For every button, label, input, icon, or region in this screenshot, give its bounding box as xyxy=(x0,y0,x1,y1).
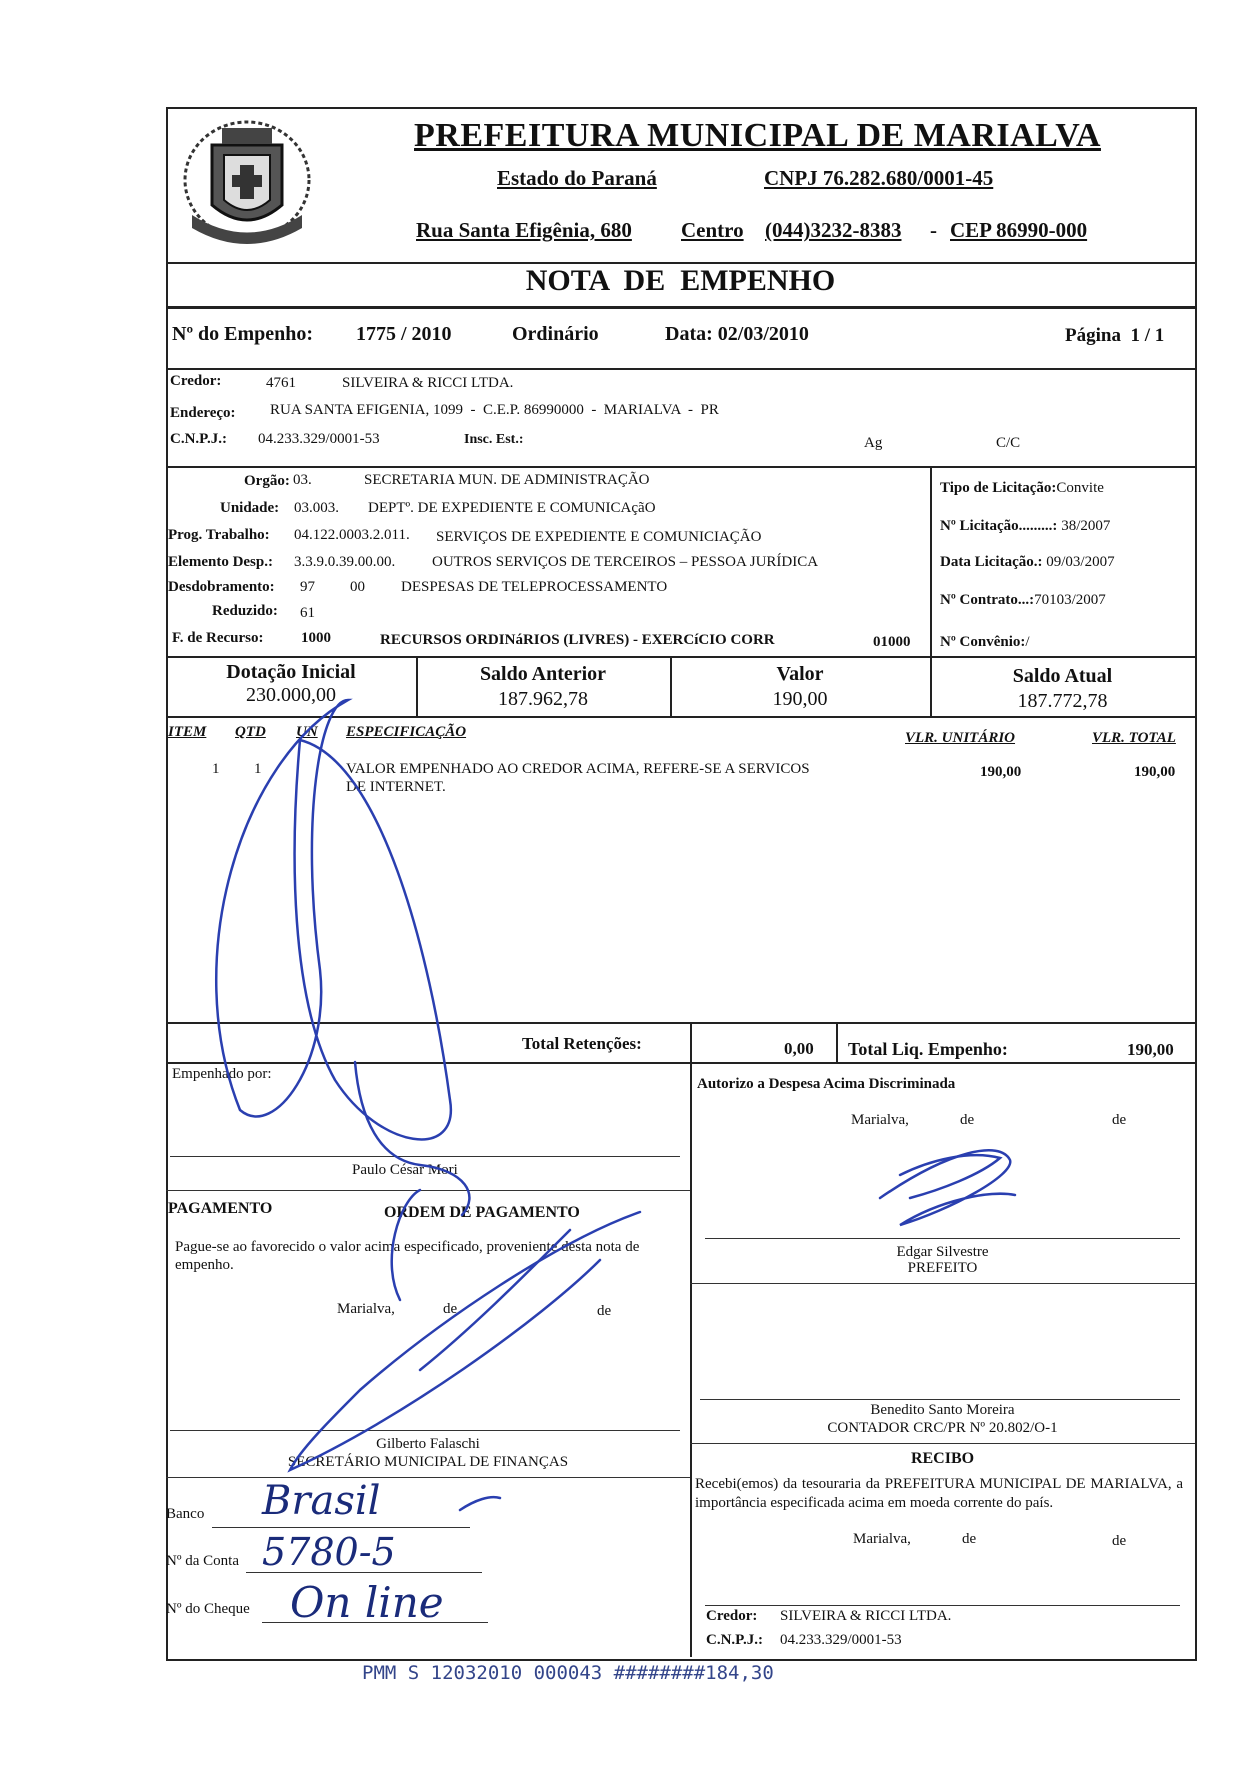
recurso-label: F. de Recurso: xyxy=(172,630,264,646)
banco-handwritten: Brasil xyxy=(262,1478,381,1524)
col-qtd: QTD xyxy=(235,724,266,740)
empenho-type: Ordinário xyxy=(512,323,599,345)
autorizo-de2: de xyxy=(1112,1112,1127,1128)
data-licitacao-value: 09/03/2007 xyxy=(1046,554,1115,570)
saldo-atual-label: Saldo Atual xyxy=(1012,665,1113,687)
liquido-label: Total Liq. Empenho: xyxy=(848,1039,1008,1059)
valor-label: Valor xyxy=(776,663,824,685)
reduzido-label: Reduzido: xyxy=(212,603,278,619)
page-title: PREFEITURA MUNICIPAL DE MARIALVA xyxy=(414,117,1101,154)
item-unit-value: 190,00 xyxy=(980,764,1022,780)
item-description-line2: DE INTERNET. xyxy=(346,779,446,795)
reduzido-value: 61 xyxy=(300,605,315,621)
contador-role: CONTADOR CRC/PR Nº 20.802/O-1 xyxy=(827,1420,1058,1436)
cnpj-label: CNPJ 76.282.680/0001-45 xyxy=(764,166,994,190)
liquido-value: 190,00 xyxy=(1127,1040,1174,1059)
col-especificacao: ESPECIFICAÇÃO xyxy=(346,724,467,740)
agency-label: Ag xyxy=(864,435,883,451)
contrato xyxy=(940,592,1106,609)
separator-dash: - xyxy=(930,218,937,242)
col-item: ITEM xyxy=(168,724,207,740)
credor-name: SILVEIRA & RICCI LTDA. xyxy=(342,375,514,391)
prog-trabalho-name: SERVIÇOS DE EXPEDIENTE E COMUNICIAÇÃO xyxy=(436,529,762,545)
empenho-number-label: Nº do Empenho: xyxy=(172,323,314,345)
recibo-city: Marialva, xyxy=(853,1531,911,1547)
dotacao-label: Dotação Inicial xyxy=(226,661,356,683)
tipo-licitacao xyxy=(940,480,1104,497)
prog-trabalho-label: Prog. Trabalho: xyxy=(168,527,270,543)
retencoes-value: 0,00 xyxy=(784,1039,814,1058)
data-licitacao xyxy=(940,554,1115,571)
empenho-date: Data: 02/03/2010 xyxy=(665,323,809,345)
desdobramento-name: DESPESAS DE TELEPROCESSAMENTO xyxy=(401,579,668,595)
conta-label: Nº da Conta xyxy=(166,1553,239,1569)
item-qtd: 1 xyxy=(254,761,262,777)
district-label: Centro xyxy=(681,218,744,242)
recibo-cnpj-label: C.N.P.J.: xyxy=(706,1632,763,1648)
pagamento-de1: de xyxy=(443,1301,458,1317)
orgao-code: 03. xyxy=(293,472,312,488)
unidade-name: DEPTº. DE EXPEDIENTE E COMUNICAçãO xyxy=(368,500,656,516)
convenio-value: / xyxy=(1025,634,1030,650)
item-total-value: 190,00 xyxy=(1134,764,1176,780)
state-label: Estado do Paraná xyxy=(497,166,657,190)
retencoes-label: Total Retenções: xyxy=(522,1034,642,1053)
saldo-anterior-label: Saldo Anterior xyxy=(479,663,607,685)
pagamento-text: Pague-se ao favorecido o valor acima especificado, proveniente desta nota de empenho. xyxy=(175,1239,640,1273)
recibo-de2: de xyxy=(1112,1533,1127,1549)
saldo-atual-value: 187.772,78 xyxy=(1017,690,1108,712)
credor-label: Credor: xyxy=(170,373,222,389)
street-label: Rua Santa Efigênia, 680 xyxy=(416,218,632,242)
col-vlr-unitario: VLR. UNITÁRIO xyxy=(905,730,1016,746)
phone-label: (044)3232-8383 xyxy=(765,218,902,242)
recibo-de1: de xyxy=(962,1531,977,1547)
data-licitacao-label: Data Licitação.: xyxy=(940,554,1043,570)
contador-name: Benedito Santo Moreira xyxy=(870,1402,1015,1418)
numero-licitacao-value: 38/2007 xyxy=(1061,518,1111,534)
pagamento-city: Marialva, xyxy=(337,1301,395,1317)
empenhado-label: Empenhado por: xyxy=(172,1066,272,1082)
dotacao-value: 230.000,00 xyxy=(246,684,336,706)
col-vlr-total: VLR. TOTAL xyxy=(1092,730,1176,746)
recurso-code2: 01000 xyxy=(873,634,911,650)
desdobramento-label: Desdobramento: xyxy=(168,579,275,595)
conta-handwritten: 5780-5 xyxy=(262,1530,396,1574)
prefeito-name: Edgar Silvestre xyxy=(896,1244,989,1260)
recibo-text: Recebi(emos) da tesouraria da PREFEITURA MUNICIPAL DE MARIALVA, a importância especificada acima em moeda corrente do país. xyxy=(695,1476,1183,1511)
recibo-title: RECIBO xyxy=(910,1450,975,1467)
credor-address: RUA SANTA EFIGENIA, 1099 - C.E.P. 86990000 - MARIALVA - PR xyxy=(270,402,719,418)
valor-value: 190,00 xyxy=(772,688,828,710)
municipal-coat-of-arms xyxy=(172,110,322,260)
prog-trabalho-code: 04.122.0003.2.011. xyxy=(294,527,410,543)
autorizo-de1: de xyxy=(960,1112,975,1128)
credor-cnpj: 04.233.329/0001-53 xyxy=(258,431,380,447)
convenio-label: Nº Convênio: xyxy=(940,634,1026,650)
saldo-anterior-value: 187.962,78 xyxy=(498,688,588,710)
convenio xyxy=(940,634,1030,651)
unidade-label: Unidade: xyxy=(220,500,280,516)
elemento-code: 3.3.9.0.39.00.00. xyxy=(294,554,396,570)
unidade-code: 03.003. xyxy=(294,500,339,516)
contrato-value: 70103/2007 xyxy=(1034,592,1106,608)
banco-label: Banco xyxy=(166,1506,205,1522)
desdobramento-code2: 00 xyxy=(350,579,365,595)
cnpj-credor-label: C.N.P.J.: xyxy=(170,431,227,447)
cep-label: CEP 86990-000 xyxy=(950,218,1088,242)
tipo-licitacao-label: Tipo de Licitação: xyxy=(940,480,1057,496)
recibo-cnpj-value: 04.233.329/0001-53 xyxy=(780,1632,902,1648)
contrato-label: Nº Contrato...: xyxy=(940,592,1035,608)
numero-licitacao-label: Nº Licitação.........: xyxy=(940,518,1058,534)
recibo-credor-label: Credor: xyxy=(706,1608,758,1624)
recurso-name: RECURSOS ORDINáRIOS (LIVRES) - EXERCíCIO CORR xyxy=(380,632,775,648)
item-number: 1 xyxy=(212,761,220,777)
cheque-label: Nº do Cheque xyxy=(166,1601,250,1617)
document-title: NOTA DE EMPENHO xyxy=(525,264,836,297)
desdobramento-code1: 97 xyxy=(300,579,315,595)
insc-est-label: Insc. Est.: xyxy=(464,432,524,447)
address-label: Endereço: xyxy=(170,405,236,421)
bank-authentication-stamp: PMM S 12032010 000043 ########184,30 xyxy=(362,1662,774,1684)
numero-licitacao xyxy=(940,518,1110,535)
prefeito-role: PREFEITO xyxy=(907,1260,978,1276)
secretario-name: Gilberto Falaschi xyxy=(376,1436,480,1452)
secretario-role: SECRETÁRIO MUNICIPAL DE FINANÇAS xyxy=(287,1454,569,1470)
account-label: C/C xyxy=(996,435,1021,451)
autorizo-city: Marialva, xyxy=(851,1112,909,1128)
recibo-credor-name: SILVEIRA & RICCI LTDA. xyxy=(780,1608,952,1624)
autorizo-label: Autorizo a Despesa Acima Discriminada xyxy=(697,1076,956,1092)
pagamento-de2: de xyxy=(597,1303,612,1319)
empenhado-signer: Paulo César Mori xyxy=(352,1162,458,1178)
orgao-name: SECRETARIA MUN. DE ADMINISTRAÇÃO xyxy=(364,472,650,488)
credor-code: 4761 xyxy=(266,375,296,391)
cheque-handwritten: On line xyxy=(290,1578,444,1627)
col-un: UN xyxy=(296,724,318,740)
elemento-name: OUTROS SERVIÇOS DE TERCEIROS – PESSOA JURÍDICA xyxy=(432,554,819,570)
empenho-number: 1775 / 2010 xyxy=(356,323,452,345)
pagamento-label: PAGAMENTO xyxy=(168,1200,273,1217)
item-description-line1: VALOR EMPENHADO AO CREDOR ACIMA, REFERE-SE A SERVICOS xyxy=(346,761,810,777)
page-number: Página 1 / 1 xyxy=(1065,325,1165,346)
tipo-licitacao-value: Convite xyxy=(1056,480,1104,496)
orgao-label: Orgão: xyxy=(244,473,290,489)
recurso-code: 1000 xyxy=(301,630,331,646)
ordem-pagamento-label: ORDEM DE PAGAMENTO xyxy=(384,1204,580,1221)
elemento-label: Elemento Desp.: xyxy=(168,554,273,570)
